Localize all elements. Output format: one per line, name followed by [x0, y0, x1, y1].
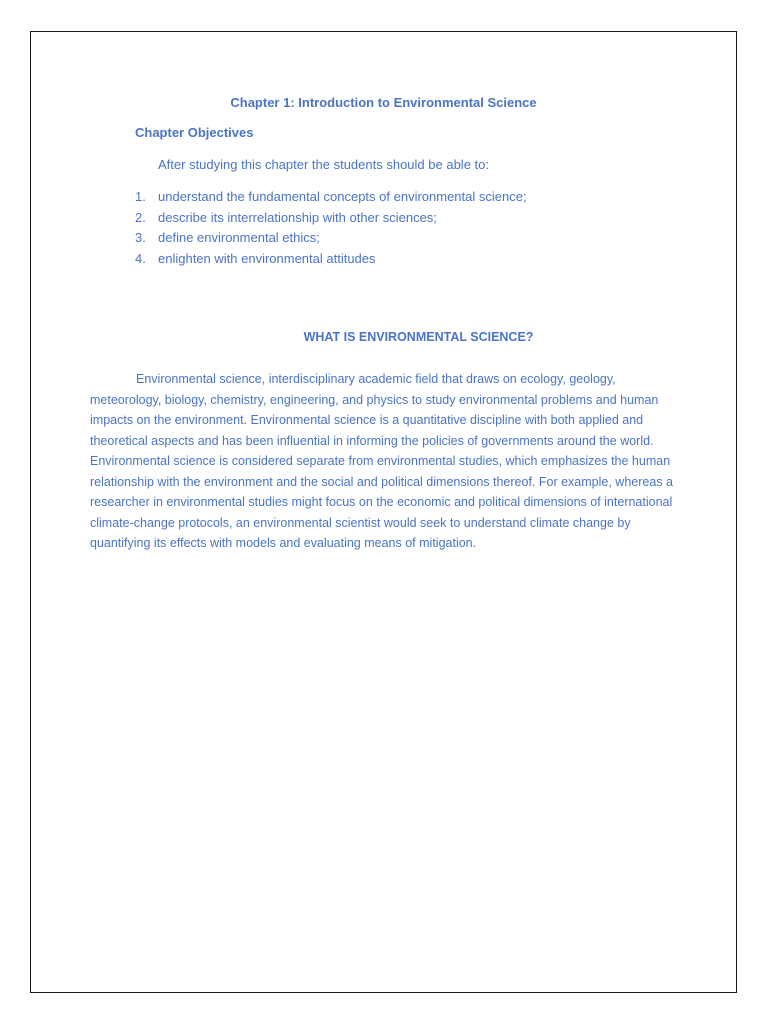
section-body-paragraph: Environmental science, interdisciplinary academic field that draws on ecology, geology, meteorology, biology, chemistry, engineering, and physics to study environmental problems and human impacts on the environment. Environmental science is a quantitative discipline with both applied and theoretical aspects and has been influential in informing the policies of governments around the world. Environmental science is considered separate from environmental studies, which emphasizes the human relationship with the environment and the social and political dimensions thereof. For example, whereas a researcher in environmental studies might focus on the economic and political dimensions of international climate-change protocols, an environmental scientist would seek to understand climate change by quantifying its effects with models and evaluating means of mitigation.	[90, 372, 673, 550]
objective-text: enlighten with environmental attitudes	[158, 250, 376, 266]
chapter-title: Chapter 1: Introduction to Environmental Science	[230, 95, 537, 110]
objective-number: 1.	[135, 189, 146, 204]
objective-number: 4.	[135, 250, 146, 266]
objective-text: define environmental ethics;	[158, 230, 320, 245]
objectives-list	[135, 187, 527, 269]
section-title: WHAT IS ENVIRONMENTAL SCIENCE?	[303, 330, 534, 344]
objective-number: 3.	[135, 230, 146, 245]
objective-text: describe its interrelationship with other sciences;	[158, 209, 437, 225]
objectives-heading: Chapter Objectives	[135, 125, 254, 140]
objective-number: 2.	[135, 209, 146, 225]
objectives-intro: After studying this chapter the students should be able to:	[158, 157, 489, 172]
objective-text: understand the fundamental concepts of environmental science;	[158, 189, 527, 204]
document-page	[30, 31, 737, 993]
objective-item	[135, 208, 527, 229]
objective-item	[135, 249, 527, 270]
objective-item	[135, 187, 527, 208]
objective-item	[135, 228, 527, 249]
